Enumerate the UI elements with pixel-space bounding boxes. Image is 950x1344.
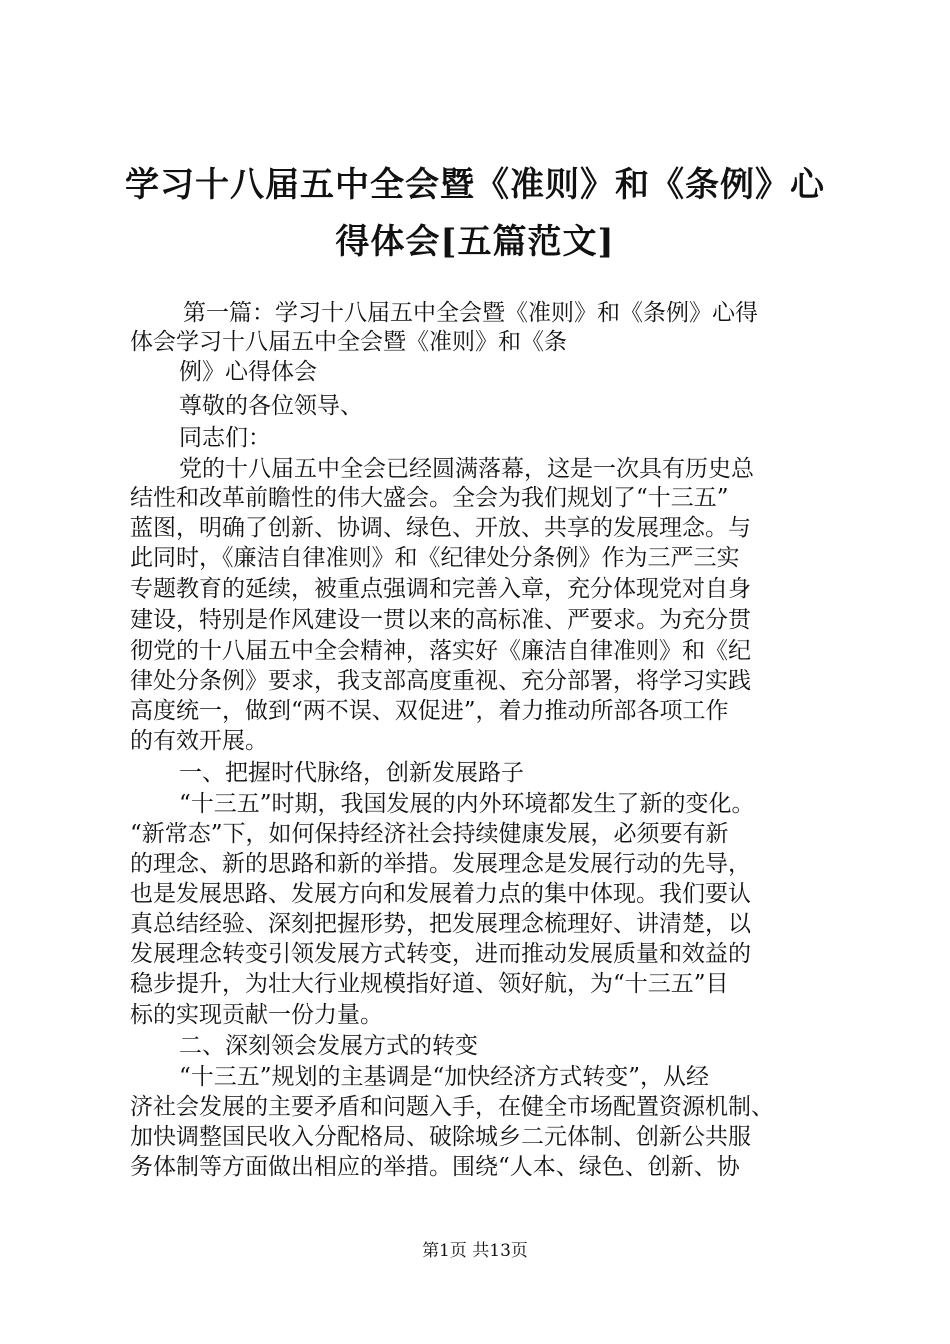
- section-heading: 二、深刻领会发展方式的转变: [179, 1033, 478, 1059]
- body-line: 结性和改革前瞻性的伟大盛会。全会为我们规划了“十三五”: [130, 485, 729, 511]
- body-line: 稳步提升，为壮大行业规模指好道、领好航，为“十三五”目: [130, 971, 729, 997]
- body-line: 建设，特别是作风建设一贯以来的高标准、严要求。为充分贯: [130, 607, 751, 633]
- body-line: 此同时，《廉洁自律准则》和《纪律处分条例》作为三严三实: [130, 545, 740, 571]
- body-line: “十三五”规划的主基调是“加快经济方式转变”，从经: [179, 1064, 710, 1090]
- body-line: 也是发展思路、发展方向和发展着力点的集中体现。我们要认: [130, 881, 751, 907]
- body-line: 例》心得体会: [179, 359, 317, 385]
- document-title-line-1: 学习十八届五中全会暨《准则》和《条例》心: [125, 165, 825, 205]
- body-line: 务体制等方面做出相应的举措。围绕“人本、绿色、创新、协: [130, 1154, 740, 1180]
- body-line: 蓝图，明确了创新、协调、绿色、开放、共享的发展理念。与: [130, 515, 751, 541]
- body-line: 同志们：: [179, 425, 271, 451]
- body-line: 的有效开展。: [130, 728, 268, 754]
- body-line: 专题教育的延续，被重点强调和完善入章，充分体现党对自身: [130, 576, 751, 602]
- body-line: 第一篇：学习十八届五中全会暨《准则》和《条例》心得: [183, 300, 758, 326]
- page-number-footer: 第1页 共13页: [422, 1241, 528, 1261]
- body-line: 加快调整国民收入分配格局、破除城乡二元体制、创新公共服: [130, 1124, 751, 1150]
- body-line: 彻党的十八届五中全会精神，落实好《廉洁自律准则》和《纪: [130, 638, 751, 664]
- body-line: 标的实现贡献一份力量。: [130, 1002, 383, 1028]
- section-heading: 一、把握时代脉络，创新发展路子: [179, 760, 524, 786]
- body-line: 真总结经验、深刻把握形势，把发展理念梳理好、讲清楚，以: [130, 911, 751, 937]
- body-line: “十三五”时期，我国发展的内外环境都发生了新的变化。: [179, 791, 755, 817]
- body-line: 济社会发展的主要矛盾和问题入手，在健全市场配置资源机制、: [130, 1094, 774, 1120]
- body-line: 的理念、新的思路和新的举措。发展理念是发展行动的先导，: [130, 851, 751, 877]
- document-title-line-2: 得体会[五篇范文]: [335, 222, 615, 262]
- body-line: “新常态”下，如何保持经济社会持续健康发展，必须要有新: [130, 821, 729, 847]
- body-line: 体会学习十八届五中全会暨《准则》和《条: [130, 329, 567, 355]
- body-line: 尊敬的各位领导、: [179, 393, 363, 419]
- body-line: 党的十八届五中全会已经圆满落幕，这是一次具有历史总: [179, 456, 754, 482]
- body-line: 律处分条例》要求，我支部高度重视、充分部署，将学习实践: [130, 668, 751, 694]
- body-line: 发展理念转变引领发展方式转变，进而推动发展质量和效益的: [130, 941, 751, 967]
- body-line: 高度统一，做到“两不误、双促进”，着力推动所部各项工作: [130, 698, 729, 724]
